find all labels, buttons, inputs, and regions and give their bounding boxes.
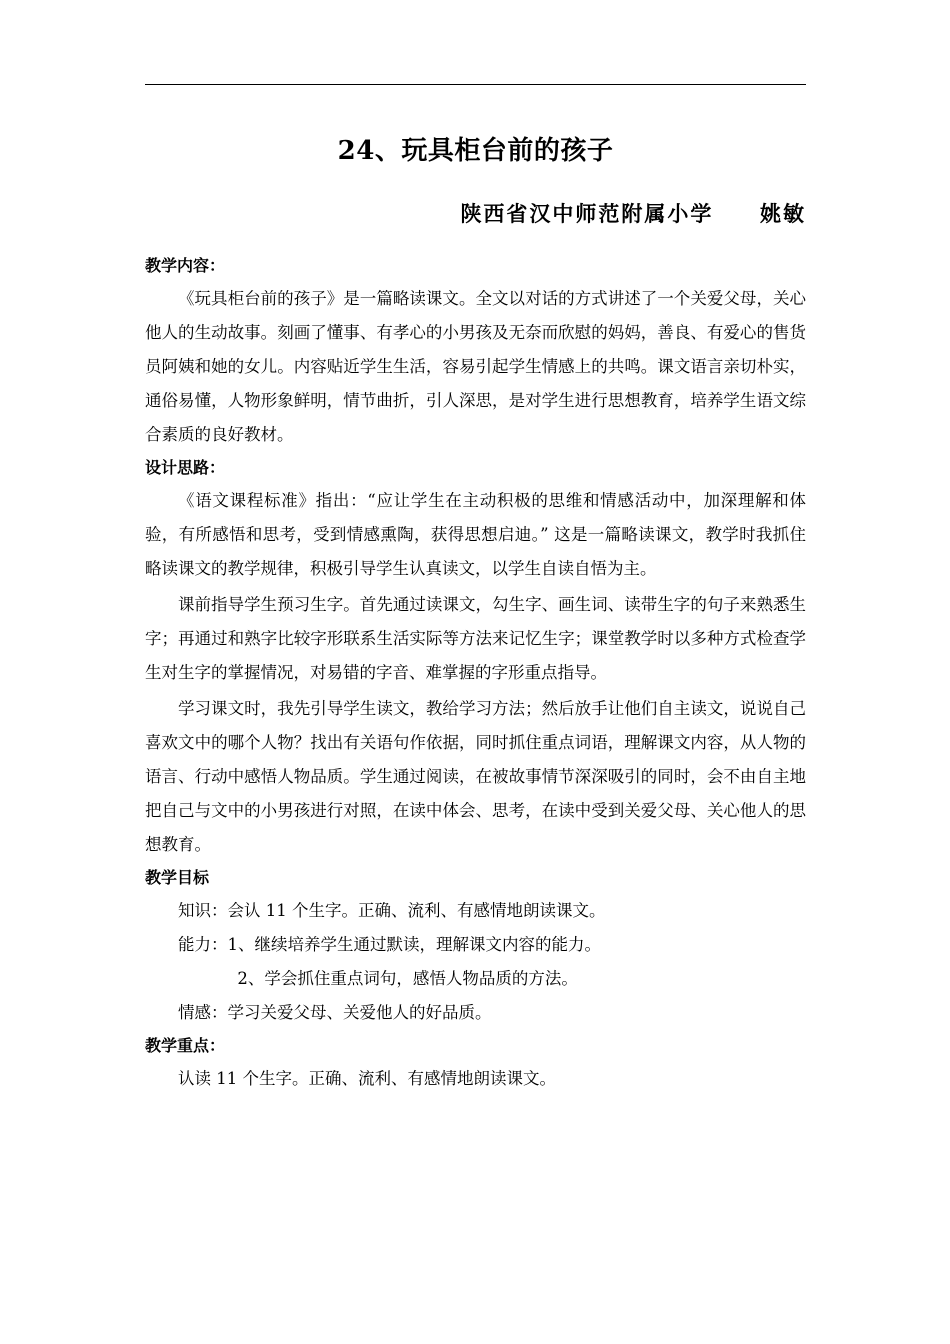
section-heading-content: 教学内容：	[145, 256, 226, 275]
document-title: 24、玩具柜台前的孩子	[337, 136, 614, 166]
section-heading-design: 设计思路：	[145, 458, 226, 477]
content-paragraph: 《玩具柜台前的孩子》是一篇略读课文。全文以对话的方式讲述了一个关爱父母，关心他人的生动故事。刻画了懂事、有孝心的小男孩及无奈而欣慰的妈妈，善良、有爱心的售货员阿姨和她的女儿。内容贴近学生生活，容易引起学生情感上的共鸣。课文语言亲切朴实，通俗易懂，人物形象鲜明，情节曲折，引人深思，是对学生进行思想教育，培养学生语文综合素质的良好教材。	[145, 289, 806, 444]
design-paragraph-1: 《语文课程标准》指出：“应让学生在主动积极的思维和情感活动中，加深理解和体验，有所感悟和思考，受到情感熏陶，获得思想启迪。” 这是一篇略读课文，教学时我抓住略读课文的教学规律，积极引导学生认真读文，以学生自读自悟为主。	[145, 491, 806, 578]
header-rule	[145, 84, 806, 85]
section-heading-goals: 教学目标	[145, 868, 210, 887]
section-heading-key: 教学重点：	[145, 1036, 226, 1055]
key-paragraph: 认读 11 个生字。正确、流利、有感情地朗读课文。	[178, 1069, 556, 1088]
goal-emotion: 情感：学习关爱父母、关爱他人的好品质。	[178, 1003, 492, 1022]
goal-knowledge: 知识：会认 11 个生字。正确、流利、有感情地朗读课文。	[178, 901, 606, 920]
author-line: 陕西省汉中师范附属小学 姚敏	[460, 201, 806, 226]
design-paragraph-2: 课前指导学生预习生字。首先通过读课文，勾生字、画生词、读带生字的句子来熟悉生字；再通过和熟字比较字形联系生活实际等方法来记忆生字；课堂教学时以多种方式检查学生对生字的掌握情况，对易错的字音、难掌握的字形重点指导。	[145, 595, 806, 682]
document-body	[145, 250, 806, 1096]
goal-ability-2: 2、学会抓住重点词句，感悟人物品质的方法。	[237, 969, 578, 988]
design-paragraph-3: 学习课文时，我先引导学生读文，教给学习方法；然后放手让他们自主读文，说说自己喜欢文中的哪个人物？找出有关语句作依据，同时抓住重点词语，理解课文内容，从人物的语言、行动中感悟人物品质。学生通过阅读，在被故事情节深深吸引的同时，会不由自主地把自己与文中的小男孩进行对照，在读中体会、思考，在读中受到关爱父母、关心他人的思想教育。	[145, 699, 806, 854]
goal-ability-1: 能力：1、继续培养学生通过默读，理解课文内容的能力。	[178, 935, 601, 954]
